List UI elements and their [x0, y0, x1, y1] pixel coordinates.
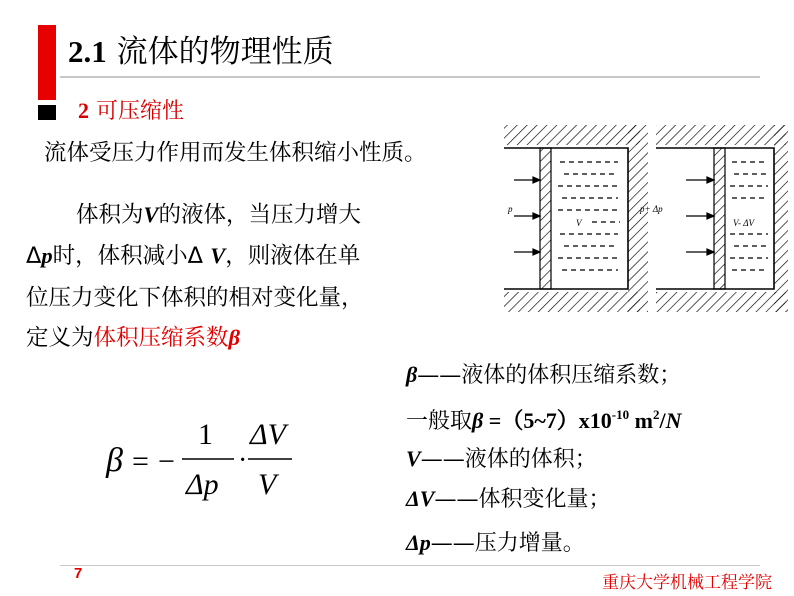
definition-text: ——体积变化量；: [434, 487, 611, 512]
formula-numerator-2: ΔV: [250, 418, 286, 451]
range-value: =（5~7）x10: [483, 408, 612, 433]
institution-name: 重庆大学机械工程学院: [602, 573, 772, 593]
container-initial: [504, 125, 648, 312]
beta-symbol: β: [406, 362, 418, 387]
paragraph-line: [26, 323, 240, 353]
piston: [540, 148, 551, 289]
text-run: 体积为: [76, 202, 144, 228]
formula-denominator-2: V: [258, 468, 277, 501]
variable-delta-p: Δp: [406, 530, 431, 555]
title-accent-bar-dark: [38, 105, 56, 120]
compression-diagram: [500, 122, 790, 318]
variable-v: V: [210, 243, 226, 268]
formula-minus: −: [158, 445, 175, 478]
beta-symbol: β: [472, 408, 484, 433]
variable-v: V: [406, 446, 421, 471]
title-divider: [60, 76, 760, 78]
formula-denominator-1: Δp: [186, 468, 219, 501]
definition-volume-change: [406, 484, 610, 515]
label-volume: V: [576, 218, 582, 228]
paragraph-line: 位压力变化下体积的相对变化量，: [26, 285, 364, 311]
variable-delta-v: ΔV: [406, 486, 435, 511]
text-run: 定义为: [26, 325, 94, 351]
piston: [714, 148, 725, 289]
delta-symbol: Δ: [187, 243, 204, 269]
formula-numerator-1: 1: [198, 418, 213, 451]
label-pressure-increased: p+ Δp: [640, 204, 663, 214]
beta-symbol: β: [228, 325, 241, 350]
title-number: 2.1: [68, 34, 107, 69]
text-run: 时，体积减小: [52, 243, 188, 269]
fluid-lines: [558, 162, 620, 270]
pressure-arrows: [514, 177, 540, 255]
section-title: 可压缩性: [96, 99, 185, 124]
unit: m: [629, 408, 653, 433]
text-run: 一般取: [406, 409, 473, 434]
slide-title: [68, 26, 334, 71]
range-exponent: -10: [611, 407, 630, 422]
definition-text: ——压力增量。: [430, 531, 585, 556]
defined-term: 体积压缩系数: [93, 325, 229, 351]
formula-dot: ·: [238, 445, 248, 476]
text-run: ，则液体在单: [225, 243, 361, 269]
label-pressure: p: [508, 204, 513, 214]
definition-volume: [406, 444, 597, 475]
section-number: 2: [78, 98, 89, 123]
paragraph-line: [76, 200, 361, 230]
paragraph-line: [26, 241, 360, 271]
unit: N: [665, 408, 682, 433]
definition-range: [406, 400, 681, 437]
pressure-arrows: [686, 177, 714, 255]
variable-p: p: [41, 243, 53, 268]
variable-v: V: [143, 202, 159, 227]
compressibility-formula: [100, 414, 300, 514]
definition-text: ——液体的体积；: [420, 447, 597, 472]
title-accent-bar: [38, 25, 56, 100]
section-heading: [78, 94, 184, 125]
formula-lhs: β: [106, 442, 123, 479]
title-text: 流体的物理性质: [116, 34, 334, 70]
unit-exponent: 2: [652, 407, 660, 422]
delta-symbol: Δ: [26, 243, 42, 269]
footer-divider: [60, 565, 760, 566]
container-compressed: [639, 125, 788, 312]
fluid-lines: [730, 162, 768, 270]
definition-text: ——液体的体积压缩系数；: [417, 363, 682, 388]
label-volume-reduced: V- ΔV: [733, 218, 755, 228]
unit: /: [659, 408, 666, 433]
formula-equals: =: [132, 445, 149, 478]
definition-beta: [406, 360, 681, 391]
text-run: 的液体，当压力增大: [158, 202, 362, 228]
definition-pressure-change: [406, 528, 585, 559]
page-number: 7: [74, 565, 83, 582]
intro-text: 流体受压力作用而发生体积缩小性质。: [44, 140, 427, 166]
